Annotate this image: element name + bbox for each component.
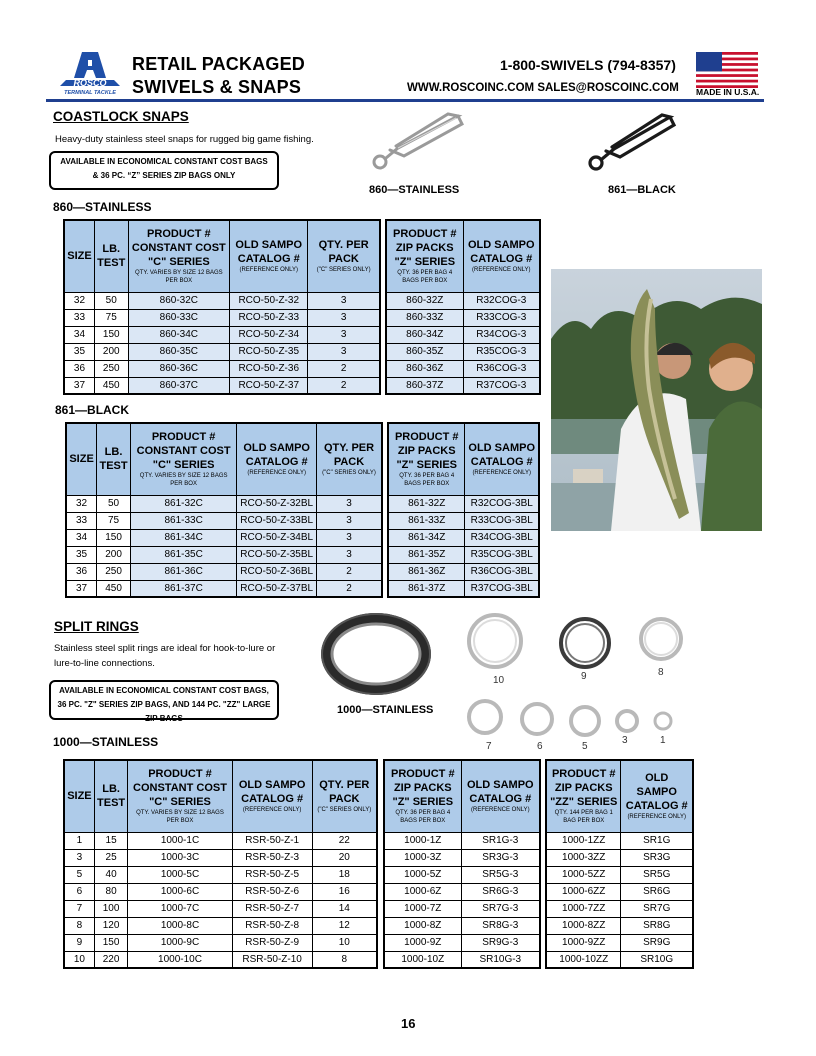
coastlock-availability-box (49, 151, 279, 190)
table-row (64, 343, 380, 360)
table-cell: 34 (66, 529, 97, 546)
th-test: LB. TEST (94, 760, 128, 832)
table-cell: SR9G (621, 934, 693, 951)
table-cell: 35 (66, 546, 97, 563)
table-cell: 2 (308, 377, 380, 394)
table-cell: 15 (94, 832, 128, 849)
table-cell: R34COG-3BL (465, 529, 539, 546)
table-cell: 7 (64, 900, 94, 917)
table-row (546, 951, 693, 968)
split-avail-line2: 36 PC. "Z" SERIES ZIP BAGS, AND 144 PC. "ZZ" LARGE ZIP BAGS (57, 700, 271, 723)
table-cell: RCO-50-Z-37 (230, 377, 308, 394)
page-number: 16 (401, 1016, 416, 1031)
table-cell: 6 (64, 883, 94, 900)
th-prod-zz: PRODUCT # ZIP PACKS "ZZ" SERIES QTY. 144 PER BAG 1 BAG PER BOX (546, 760, 621, 832)
table-cell: 450 (94, 377, 128, 394)
th-old: OLD SAMPO CATALOG # (REFERENCE ONLY) (237, 423, 317, 495)
table-row (546, 866, 693, 883)
table-row (384, 917, 540, 934)
table-row (64, 951, 377, 968)
table-cell: 150 (94, 934, 128, 951)
table-cell: 861-33C (130, 512, 236, 529)
table-cell: 50 (97, 495, 131, 512)
table-cell: 150 (97, 529, 131, 546)
table-cell: 8 (64, 917, 94, 934)
table-cell: RSR-50-Z-10 (232, 951, 312, 968)
table-cell: RCO-50-Z-36 (230, 360, 308, 377)
table-row (64, 832, 377, 849)
table-cell: RSR-50-Z-8 (232, 917, 312, 934)
table-860-zip (385, 219, 541, 395)
table-cell: R37COG-3 (463, 377, 540, 394)
table-row (386, 377, 540, 394)
table-row (64, 849, 377, 866)
table-row (388, 512, 539, 529)
table-cell: SR3G-3 (461, 849, 540, 866)
table-cell: 35 (64, 343, 94, 360)
table-row (384, 849, 540, 866)
table-cell: RSR-50-Z-3 (232, 849, 312, 866)
table-row (64, 326, 380, 343)
table-cell: 3 (317, 512, 382, 529)
table-cell: 1000-9ZZ (546, 934, 621, 951)
label-860: 860—STAINLESS (53, 200, 152, 214)
table-row (66, 495, 382, 512)
table-row (388, 546, 539, 563)
table-860-constant (63, 219, 381, 395)
table-cell: 3 (308, 292, 380, 309)
table-cell: 12 (312, 917, 377, 934)
table-cell: 75 (97, 512, 131, 529)
page-title-line1: RETAIL PACKAGED (132, 54, 306, 74)
table-cell: RSR-50-Z-7 (232, 900, 312, 917)
table-row (384, 934, 540, 951)
table-cell: 861-35C (130, 546, 236, 563)
logo-brand: ROSCO (73, 78, 107, 88)
table-cell: SR5G-3 (461, 866, 540, 883)
table-cell: 37 (66, 580, 97, 597)
ring-label-8: 8 (658, 667, 664, 678)
table-cell: SR1G-3 (461, 832, 540, 849)
table-cell: 33 (64, 309, 94, 326)
table-cell: RCO-50-Z-35BL (237, 546, 317, 563)
table-cell: 861-33Z (388, 512, 465, 529)
th-prod-c: PRODUCT # CONSTANT COST "C" SERIES QTY. VARIES BY SIZE 12 BAGS PER BOX (130, 423, 236, 495)
table-cell: 3 (64, 849, 94, 866)
table-row (546, 934, 693, 951)
table-cell: SR8G (621, 917, 693, 934)
table-row (388, 529, 539, 546)
th-test: LB. TEST (94, 220, 128, 292)
table-cell: R35COG-3BL (465, 546, 539, 563)
table-cell: 9 (64, 934, 94, 951)
table-row (64, 900, 377, 917)
table-cell: 250 (94, 360, 128, 377)
table-row (386, 343, 540, 360)
coastlock-avail-line1: AVAILABLE IN ECONOMICAL CONSTANT COST BAGS (60, 157, 268, 166)
table-row (386, 326, 540, 343)
table-row (386, 309, 540, 326)
table-cell: SR7G (621, 900, 693, 917)
caption-1000: 1000—STAINLESS (337, 704, 434, 716)
table-cell: 1000-9Z (384, 934, 461, 951)
table-cell: 860-36Z (386, 360, 463, 377)
table-cell: 75 (94, 309, 128, 326)
table-cell: 860-33Z (386, 309, 463, 326)
table-cell: RCO-50-Z-33 (230, 309, 308, 326)
snap-stainless-image (368, 110, 468, 172)
table-cell: SR3G (621, 849, 693, 866)
table-1000-zip (383, 759, 541, 969)
table-row (546, 917, 693, 934)
table-row (388, 580, 539, 597)
phone-number: 1-800-SWIVELS (794-8357) (500, 57, 676, 73)
th-old2: OLD SAMPO CATALOG # (REFERENCE ONLY) (463, 220, 540, 292)
table-cell: 860-37Z (386, 377, 463, 394)
table-cell: 1000-1ZZ (546, 832, 621, 849)
table-cell: 860-34C (128, 326, 230, 343)
table-cell: SR5G (621, 866, 693, 883)
table-cell: SR8G-3 (461, 917, 540, 934)
table-row (384, 832, 540, 849)
table-row (384, 951, 540, 968)
th-prod-z: PRODUCT # ZIP PACKS "Z" SERIES QTY. 36 PER BAG 4 BAGS PER BOX (386, 220, 463, 292)
table-cell: 861-37C (130, 580, 236, 597)
usa-flag-icon (696, 52, 758, 88)
label-861: 861—BLACK (55, 403, 130, 417)
th-old2: OLD SAMPO CATALOG # (REFERENCE ONLY) (461, 760, 540, 832)
ring-label-9: 9 (581, 671, 587, 682)
table-row (386, 292, 540, 309)
table-cell: 250 (97, 563, 131, 580)
split-avail-line1: AVAILABLE IN ECONOMICAL CONSTANT COST BAGS, (59, 686, 269, 695)
th-size: SIZE (66, 423, 97, 495)
th-old2: OLD SAMPO CATALOG # (REFERENCE ONLY) (465, 423, 539, 495)
table-cell: 1000-8C (128, 917, 232, 934)
table-row (386, 360, 540, 377)
table-row (64, 866, 377, 883)
table-cell: 861-34C (130, 529, 236, 546)
table-cell: 16 (312, 883, 377, 900)
table-cell: SR6G (621, 883, 693, 900)
table-cell: 3 (308, 309, 380, 326)
table-cell: 1000-9C (128, 934, 232, 951)
table-cell: R32COG-3BL (465, 495, 539, 512)
split-desc-1: Stainless steel split rings are ideal for hook-to-lure or (54, 643, 276, 654)
table-row (546, 900, 693, 917)
table-cell: 1000-6C (128, 883, 232, 900)
th-qty: QTY. PER PACK ("C" SERIES ONLY) (308, 220, 380, 292)
table-row (64, 917, 377, 934)
table-row (66, 563, 382, 580)
table-cell: R36COG-3BL (465, 563, 539, 580)
table-cell: 1000-1C (128, 832, 232, 849)
table-1000-zz (545, 759, 694, 969)
table-cell: 1 (64, 832, 94, 849)
table-row (66, 529, 382, 546)
page-title-line2: SWIVELS & SNAPS (132, 77, 302, 97)
table-cell: 200 (94, 343, 128, 360)
table-cell: 860-35Z (386, 343, 463, 360)
table-row (546, 849, 693, 866)
table-cell: 861-35Z (388, 546, 465, 563)
table-cell: SR10G-3 (461, 951, 540, 968)
table-cell: RCO-50-Z-34BL (237, 529, 317, 546)
table-cell: 3 (308, 343, 380, 360)
table-cell: 40 (94, 866, 128, 883)
table-cell: 150 (94, 326, 128, 343)
table-row (384, 883, 540, 900)
ring-label-3: 3 (622, 735, 628, 746)
table-cell: 1000-7Z (384, 900, 461, 917)
caption-861: 861—BLACK (608, 184, 676, 196)
table-cell: 1000-8Z (384, 917, 461, 934)
table-cell: 3 (317, 529, 382, 546)
th-old: OLD SAMPO CATALOG # (REFERENCE ONLY) (232, 760, 312, 832)
table-cell: 860-32C (128, 292, 230, 309)
header-divider (46, 99, 764, 102)
table-cell: SR10G (621, 951, 693, 968)
table-cell: 1000-5C (128, 866, 232, 883)
table-cell: 120 (94, 917, 128, 934)
table-cell: 3 (308, 326, 380, 343)
table-cell: R36COG-3 (463, 360, 540, 377)
table-cell: 220 (94, 951, 128, 968)
table-cell: 2 (308, 360, 380, 377)
table-row (546, 883, 693, 900)
table-cell: 100 (94, 900, 128, 917)
table-cell: 861-36C (130, 563, 236, 580)
split-desc-2: lure-to-line connections. (54, 658, 155, 669)
table-cell: RCO-50-Z-35 (230, 343, 308, 360)
table-cell: 1000-5ZZ (546, 866, 621, 883)
table-cell: 80 (94, 883, 128, 900)
th-old: OLD SAMPO CATALOG # (REFERENCE ONLY) (230, 220, 308, 292)
table-cell: 25 (94, 849, 128, 866)
table-cell: 3 (317, 495, 382, 512)
table-cell: 37 (64, 377, 94, 394)
table-cell: RCO-50-Z-37BL (237, 580, 317, 597)
table-row (66, 512, 382, 529)
ring-label-1: 1 (660, 735, 666, 746)
table-cell: 36 (64, 360, 94, 377)
table-cell: RSR-50-Z-5 (232, 866, 312, 883)
th-size: SIZE (64, 220, 94, 292)
table-cell: 8 (312, 951, 377, 968)
table-cell: R34COG-3 (463, 326, 540, 343)
table-861-zip (387, 422, 540, 598)
table-cell: R35COG-3 (463, 343, 540, 360)
table-cell: R33COG-3BL (465, 512, 539, 529)
th-prod-z: PRODUCT # ZIP PACKS "Z" SERIES QTY. 36 PER BAG 4 BAGS PER BOX (388, 423, 465, 495)
coastlock-title: COASTLOCK SNAPS (53, 109, 189, 124)
table-row (64, 377, 380, 394)
table-cell: 20 (312, 849, 377, 866)
label-1000: 1000—STAINLESS (53, 735, 159, 749)
table-cell: R33COG-3 (463, 309, 540, 326)
table-cell: 861-37Z (388, 580, 465, 597)
table-cell: RSR-50-Z-9 (232, 934, 312, 951)
table-cell: 861-36Z (388, 563, 465, 580)
th-old3: OLD SAMPO CATALOG # (REFERENCE ONLY) (621, 760, 693, 832)
table-cell: 1000-3C (128, 849, 232, 866)
ring-label-6: 6 (537, 741, 543, 752)
split-rings-title: SPLIT RINGS (54, 619, 139, 634)
table-cell: 1000-6ZZ (546, 883, 621, 900)
table-row (546, 832, 693, 849)
table-cell: 200 (97, 546, 131, 563)
table-cell: 5 (64, 866, 94, 883)
table-cell: 10 (312, 934, 377, 951)
fishing-photo (551, 269, 762, 531)
table-cell: 861-32Z (388, 495, 465, 512)
table-cell: 860-35C (128, 343, 230, 360)
table-cell: 860-37C (128, 377, 230, 394)
table-row (384, 900, 540, 917)
table-cell: R32COG-3 (463, 292, 540, 309)
table-cell: RCO-50-Z-32 (230, 292, 308, 309)
table-cell: 1000-3Z (384, 849, 461, 866)
table-cell: 1000-3ZZ (546, 849, 621, 866)
table-row (64, 309, 380, 326)
table-cell: 1000-10C (128, 951, 232, 968)
snap-black-image (584, 113, 680, 175)
table-cell: 2 (317, 580, 382, 597)
table-cell: 14 (312, 900, 377, 917)
table-cell: 22 (312, 832, 377, 849)
ring-label-7: 7 (486, 741, 492, 752)
logo-sub: TERMINAL TACKLE (64, 90, 116, 96)
table-cell: 32 (66, 495, 97, 512)
table-cell: SR1G (621, 832, 693, 849)
table-1000-constant (63, 759, 378, 969)
th-prod-c: PRODUCT # CONSTANT COST "C" SERIES QTY. VARIES BY SIZE 12 BAGS PER BOX (128, 760, 232, 832)
table-cell: 36 (66, 563, 97, 580)
table-cell: 1000-7ZZ (546, 900, 621, 917)
table-row (66, 546, 382, 563)
table-cell: 1000-7C (128, 900, 232, 917)
table-cell: SR9G-3 (461, 934, 540, 951)
table-cell: SR7G-3 (461, 900, 540, 917)
table-cell: 1000-8ZZ (546, 917, 621, 934)
coastlock-avail-line2: & 36 PC. “Z” SERIES ZIP BAGS ONLY (92, 171, 236, 180)
caption-860: 860—STAINLESS (369, 184, 460, 196)
table-cell: 34 (64, 326, 94, 343)
table-cell: 1000-1Z (384, 832, 461, 849)
table-row (64, 292, 380, 309)
ring-label-10: 10 (493, 675, 505, 686)
table-cell: 450 (97, 580, 131, 597)
rosco-logo (58, 50, 122, 96)
split-availability-box (49, 680, 279, 723)
th-size: SIZE (64, 760, 94, 832)
table-cell: 10 (64, 951, 94, 968)
table-cell: 1000-10Z (384, 951, 461, 968)
table-cell: RCO-50-Z-34 (230, 326, 308, 343)
table-cell: 32 (64, 292, 94, 309)
table-row (64, 360, 380, 377)
table-cell: 3 (317, 546, 382, 563)
web-contact: WWW.ROSCOINC.COM SALES@ROSCOINC.COM (407, 82, 679, 94)
table-cell: RCO-50-Z-32BL (237, 495, 317, 512)
table-cell: 50 (94, 292, 128, 309)
table-cell: 861-34Z (388, 529, 465, 546)
table-cell: 1000-6Z (384, 883, 461, 900)
coastlock-desc: Heavy-duty stainless steel snaps for rugged big game fishing. (55, 134, 314, 145)
table-cell: 18 (312, 866, 377, 883)
table-row (384, 866, 540, 883)
table-row (64, 934, 377, 951)
table-cell: 860-36C (128, 360, 230, 377)
table-cell: 860-33C (128, 309, 230, 326)
table-row (66, 580, 382, 597)
table-row (388, 563, 539, 580)
table-cell: RCO-50-Z-33BL (237, 512, 317, 529)
table-cell: RCO-50-Z-36BL (237, 563, 317, 580)
th-prod-z: PRODUCT # ZIP PACKS "Z" SERIES QTY. 36 PER BAG 4 BAGS PER BOX (384, 760, 461, 832)
table-cell: 1000-5Z (384, 866, 461, 883)
table-cell: SR6G-3 (461, 883, 540, 900)
table-cell: 2 (317, 563, 382, 580)
table-cell: 1000-10ZZ (546, 951, 621, 968)
table-861-constant (65, 422, 383, 598)
table-row (64, 883, 377, 900)
table-cell: 860-32Z (386, 292, 463, 309)
split-ring-large-image (318, 612, 434, 698)
table-cell: RSR-50-Z-1 (232, 832, 312, 849)
th-test: LB. TEST (97, 423, 131, 495)
table-cell: R37COG-3BL (465, 580, 539, 597)
table-cell: 860-34Z (386, 326, 463, 343)
th-qty: QTY. PER PACK ("C" SERIES ONLY) (317, 423, 382, 495)
table-row (388, 495, 539, 512)
table-cell: 33 (66, 512, 97, 529)
ring-label-5: 5 (582, 741, 588, 752)
table-cell: RSR-50-Z-6 (232, 883, 312, 900)
made-in-usa: MADE IN U.S.A. (696, 87, 760, 97)
table-cell: 861-32C (130, 495, 236, 512)
th-prod-c: PRODUCT # CONSTANT COST "C" SERIES QTY. VARIES BY SIZE 12 BAGS PER BOX (128, 220, 230, 292)
th-qty: QTY. PER PACK ("C" SERIES ONLY) (312, 760, 377, 832)
